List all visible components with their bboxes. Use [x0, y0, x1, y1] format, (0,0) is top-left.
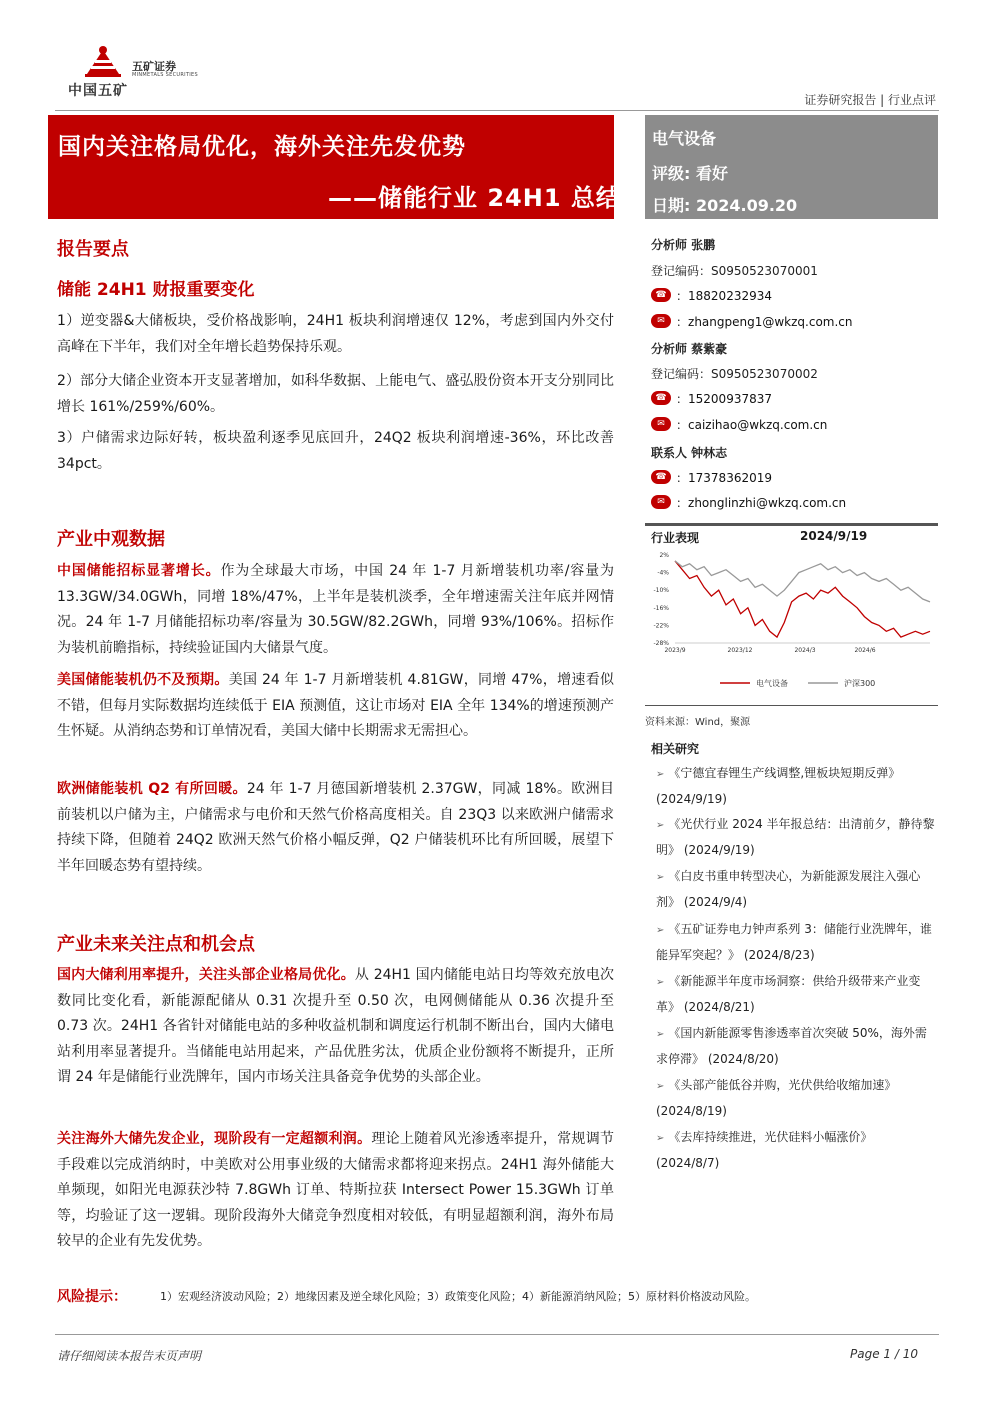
arrow-icon: ➢	[656, 820, 665, 831]
legend-label: 沪深300	[844, 679, 876, 688]
contact-phone[interactable]: ：17378362019	[676, 471, 772, 485]
industry-label: 电气设备	[652, 129, 717, 148]
paragraph	[57, 668, 614, 745]
contact-name: 联系人 钟林志	[651, 446, 728, 460]
analyst-phone[interactable]: ：18820232934	[676, 289, 772, 303]
paragraph-lead: 中国储能招标显著增长。	[57, 563, 221, 579]
email-icon: ✉	[651, 417, 671, 431]
logo-text: 中国五矿	[68, 83, 128, 99]
y-tick-label: -22%	[653, 622, 669, 630]
paragraph-lead: 国内大储利用率提升，关注头部企业格局优化。	[57, 967, 355, 983]
email-icon: ✉	[651, 314, 671, 328]
brand-name-en: MINMETALS SECURITIES	[132, 72, 198, 78]
arrow-icon: ➢	[656, 977, 665, 988]
risk-text: 1）宏观经济波动风险；2）地缘因素及逆全球化风险；3）政策变化风险；4）新能源消纳风险；5）原材料价格波动风险。	[160, 1290, 756, 1303]
arrow-icon: ➢	[656, 769, 665, 780]
footer-divider	[55, 1334, 939, 1335]
arrow-icon: ➢	[656, 1029, 665, 1040]
performance-chart	[645, 545, 938, 695]
report-subtitle: ——储能行业 24H1 总结	[328, 184, 621, 212]
company-logo-icon	[83, 44, 123, 78]
paragraph	[57, 559, 614, 661]
paragraph: 3）户储需求边际好转，板块盈利逐季见底回升，24Q2 板块利润增速-36%，环比改善 34pct。	[57, 430, 614, 472]
paragraph-lead: 美国储能装机仍不及预期。	[57, 672, 229, 688]
paragraph-text: 美国 24 年 1-7 月新增装机 4.81GW，同增 47%，增速看似不错，但每月实际数据均连续低于 EIA 预测值，这让市场对 EIA 全年 134%的增速预测产生怀疑。从消纳态势和订单情况看，美国大储中长期需求无需担心。	[57, 672, 614, 740]
chart-top-rule	[645, 523, 938, 526]
section-future: 产业未来关注点和机会点	[57, 934, 255, 955]
paragraph	[57, 1127, 614, 1255]
phone-icon: ☎	[651, 470, 671, 484]
chart-date: 2024/9/19	[800, 529, 868, 543]
report-title: 国内关注格局优化，海外关注先发优势	[58, 134, 466, 160]
subsection-financial: 储能 24H1 财报重要变化	[57, 280, 255, 300]
related-research-link[interactable]: ➢ 《国内新能源零售渗透率首次突破 50%，海外需求停滞》 (2024/8/20)	[656, 1026, 927, 1066]
arrow-icon: ➢	[656, 872, 665, 883]
related-research-link[interactable]: ➢ 《白皮书重申转型决心，为新能源发展注入强心剂》 (2024/9/4)	[656, 869, 921, 909]
chart-title: 行业表现	[651, 531, 700, 545]
chart-source: 资料来源：Wind，聚源	[645, 717, 751, 728]
related-research-title: 相关研究	[651, 742, 700, 756]
paragraph-text: 理论上随着风光渗透率提升，常规调节手段难以完成消纳时，中美欧对公用事业级的大储需求都将迎来拐点。24H1 海外储能大单频现，如阳光电源获沙特 7.8GWh 订单、特斯拉获 Intersect Power 15.3GWh 订单等，均验证了这一逻辑。现阶段海外大储竞争烈度相对较低，有明显超额利润，海外布局较早的企业有先发优势。	[57, 1131, 615, 1250]
risk-label: 风险提示：	[57, 1289, 127, 1305]
phone-icon: ☎	[651, 391, 671, 405]
analyst-name: 分析师 蔡紫豪	[651, 342, 728, 356]
arrow-icon: ➢	[656, 1081, 665, 1092]
related-research-link[interactable]: ➢ 《光伏行业 2024 半年报总结：出清前夕，静待黎明》 (2024/9/19)	[656, 817, 935, 857]
y-tick-label: -28%	[653, 640, 669, 647]
arrow-icon: ➢	[656, 925, 665, 936]
y-tick-label: -4%	[657, 569, 669, 577]
contact-email[interactable]: ：zhonglinzhi@wkzq.com.cn	[676, 496, 847, 510]
document-type: 证券研究报告 | 行业点评	[804, 93, 936, 107]
related-research-link[interactable]: ➢ 《五矿证券电力钟声系列 3：储能行业洗牌年，谁能异军突起？》 (2024/8/23)	[656, 922, 932, 962]
x-tick-label: 2024/3	[794, 647, 816, 654]
disclaimer-note: 请仔细阅读本报告末页声明	[57, 1349, 202, 1363]
paragraph-text: 作为全球最大市场，中国 24 年 1-7 月新增装机功率/容量为 13.3GW/34.0GWh，同增 18%/47%，上半年是装机淡季，全年增速需关注年底并网情况。24 年 1-7 月储能招标功率/容量为 30.5GW/82.2GWh，同增 93%/106%。招标作为装机前瞻指标，持续验证国内大储景气度。	[57, 563, 614, 656]
analyst-reg: 登记编码：S0950523070001	[651, 264, 818, 278]
arrow-icon: ➢	[656, 1133, 665, 1144]
analyst-name: 分析师 张鹏	[651, 238, 716, 252]
analyst-reg: 登记编码：S0950523070002	[651, 367, 818, 381]
related-research-link[interactable]: ➢ 《头部产能低谷并购，光伏供给收缩加速》 (2024/8/19)	[656, 1078, 897, 1118]
paragraph	[57, 963, 614, 1091]
paragraph-lead: 关注海外大储先发企业，现阶段有一定超额利润。	[57, 1131, 372, 1147]
paragraph-lead: 欧洲储能装机 Q2 有所回暖。	[57, 781, 247, 797]
related-research-link[interactable]: ➢ 《宁德宜春锂生产线调整,锂板块短期反弹》(2024/9/19)	[656, 766, 901, 806]
series-line	[675, 561, 930, 637]
related-research-link[interactable]: ➢ 《去库持续推进，光伏硅料小幅涨价》 (2024/8/7)	[656, 1130, 873, 1170]
y-tick-label: -10%	[653, 587, 669, 595]
section-macro-data: 产业中观数据	[57, 529, 165, 550]
brand-name: 五矿证券	[132, 60, 176, 73]
paragraph	[57, 777, 614, 879]
email-icon: ✉	[651, 495, 671, 509]
paragraph: 2）部分大储企业资本开支显著增加，如科华数据、上能电气、盛弘股份资本开支分别同比增长 161%/259%/60%。	[57, 373, 614, 415]
report-date: 日期: 2024.09.20	[652, 196, 798, 215]
x-tick-label: 2023/12	[727, 647, 753, 654]
phone-icon: ☎	[651, 288, 671, 302]
y-tick-label: 2%	[659, 552, 669, 559]
y-tick-label: -16%	[653, 604, 669, 612]
analyst-phone[interactable]: ：15200937837	[676, 392, 772, 406]
chart-bottom-rule	[645, 705, 938, 706]
paragraph-text: 24 年 1-7 月德国新增装机 2.37GW，同减 18%。欧洲目前装机以户储为主，户储需求与电价和天然气价格高度相关。自 23Q3 以来欧洲户储需求持续下降，但随着 24Q2 欧洲天然气价格小幅反弹，Q2 户储装机环比有所回暖，展望下半年回暖态势有望持续。	[57, 781, 614, 874]
page-number: Page 1 / 10	[850, 1347, 918, 1361]
paragraph: 1）逆变器&大储板块，受价格战影响，24H1 板块利润增速仅 12%，考虑到国内外交付高峰在下半年，我们对全年增长趋势保持乐观。	[57, 313, 614, 355]
rating-label: 评级: 看好	[652, 164, 728, 183]
x-tick-label: 2023/9	[664, 647, 686, 654]
related-research-link[interactable]: ➢ 《新能源半年度市场洞察：供给升级带来产业变革》 (2024/8/21)	[656, 974, 921, 1014]
analyst-email[interactable]: ：zhangpeng1@wkzq.com.cn	[676, 315, 853, 329]
legend-label: 电气设备	[756, 679, 788, 688]
analyst-email[interactable]: ：caizihao@wkzq.com.cn	[676, 418, 828, 432]
paragraph-text: 从 24H1 国内储能电站日均等效充放电次数同比变化看，新能源配储从 0.31 次提升至 0.50 次，电网侧储能从 0.36 次提升至 0.73 次。24H1 各省针对储能电站的多种收益机制和调度运行机制不断出台，国内大储电站利用率显著提升。当储能电站用起来，产品优胜劣汰，优质企业份额将不断提升，正所谓 24 年是储能行业洗牌年，国内市场关注具备竞争优势的头部企业。	[57, 967, 614, 1086]
series-line	[675, 561, 930, 602]
section-key-points: 报告要点	[57, 239, 129, 260]
header-divider	[55, 110, 939, 111]
x-tick-label: 2024/6	[854, 647, 876, 654]
